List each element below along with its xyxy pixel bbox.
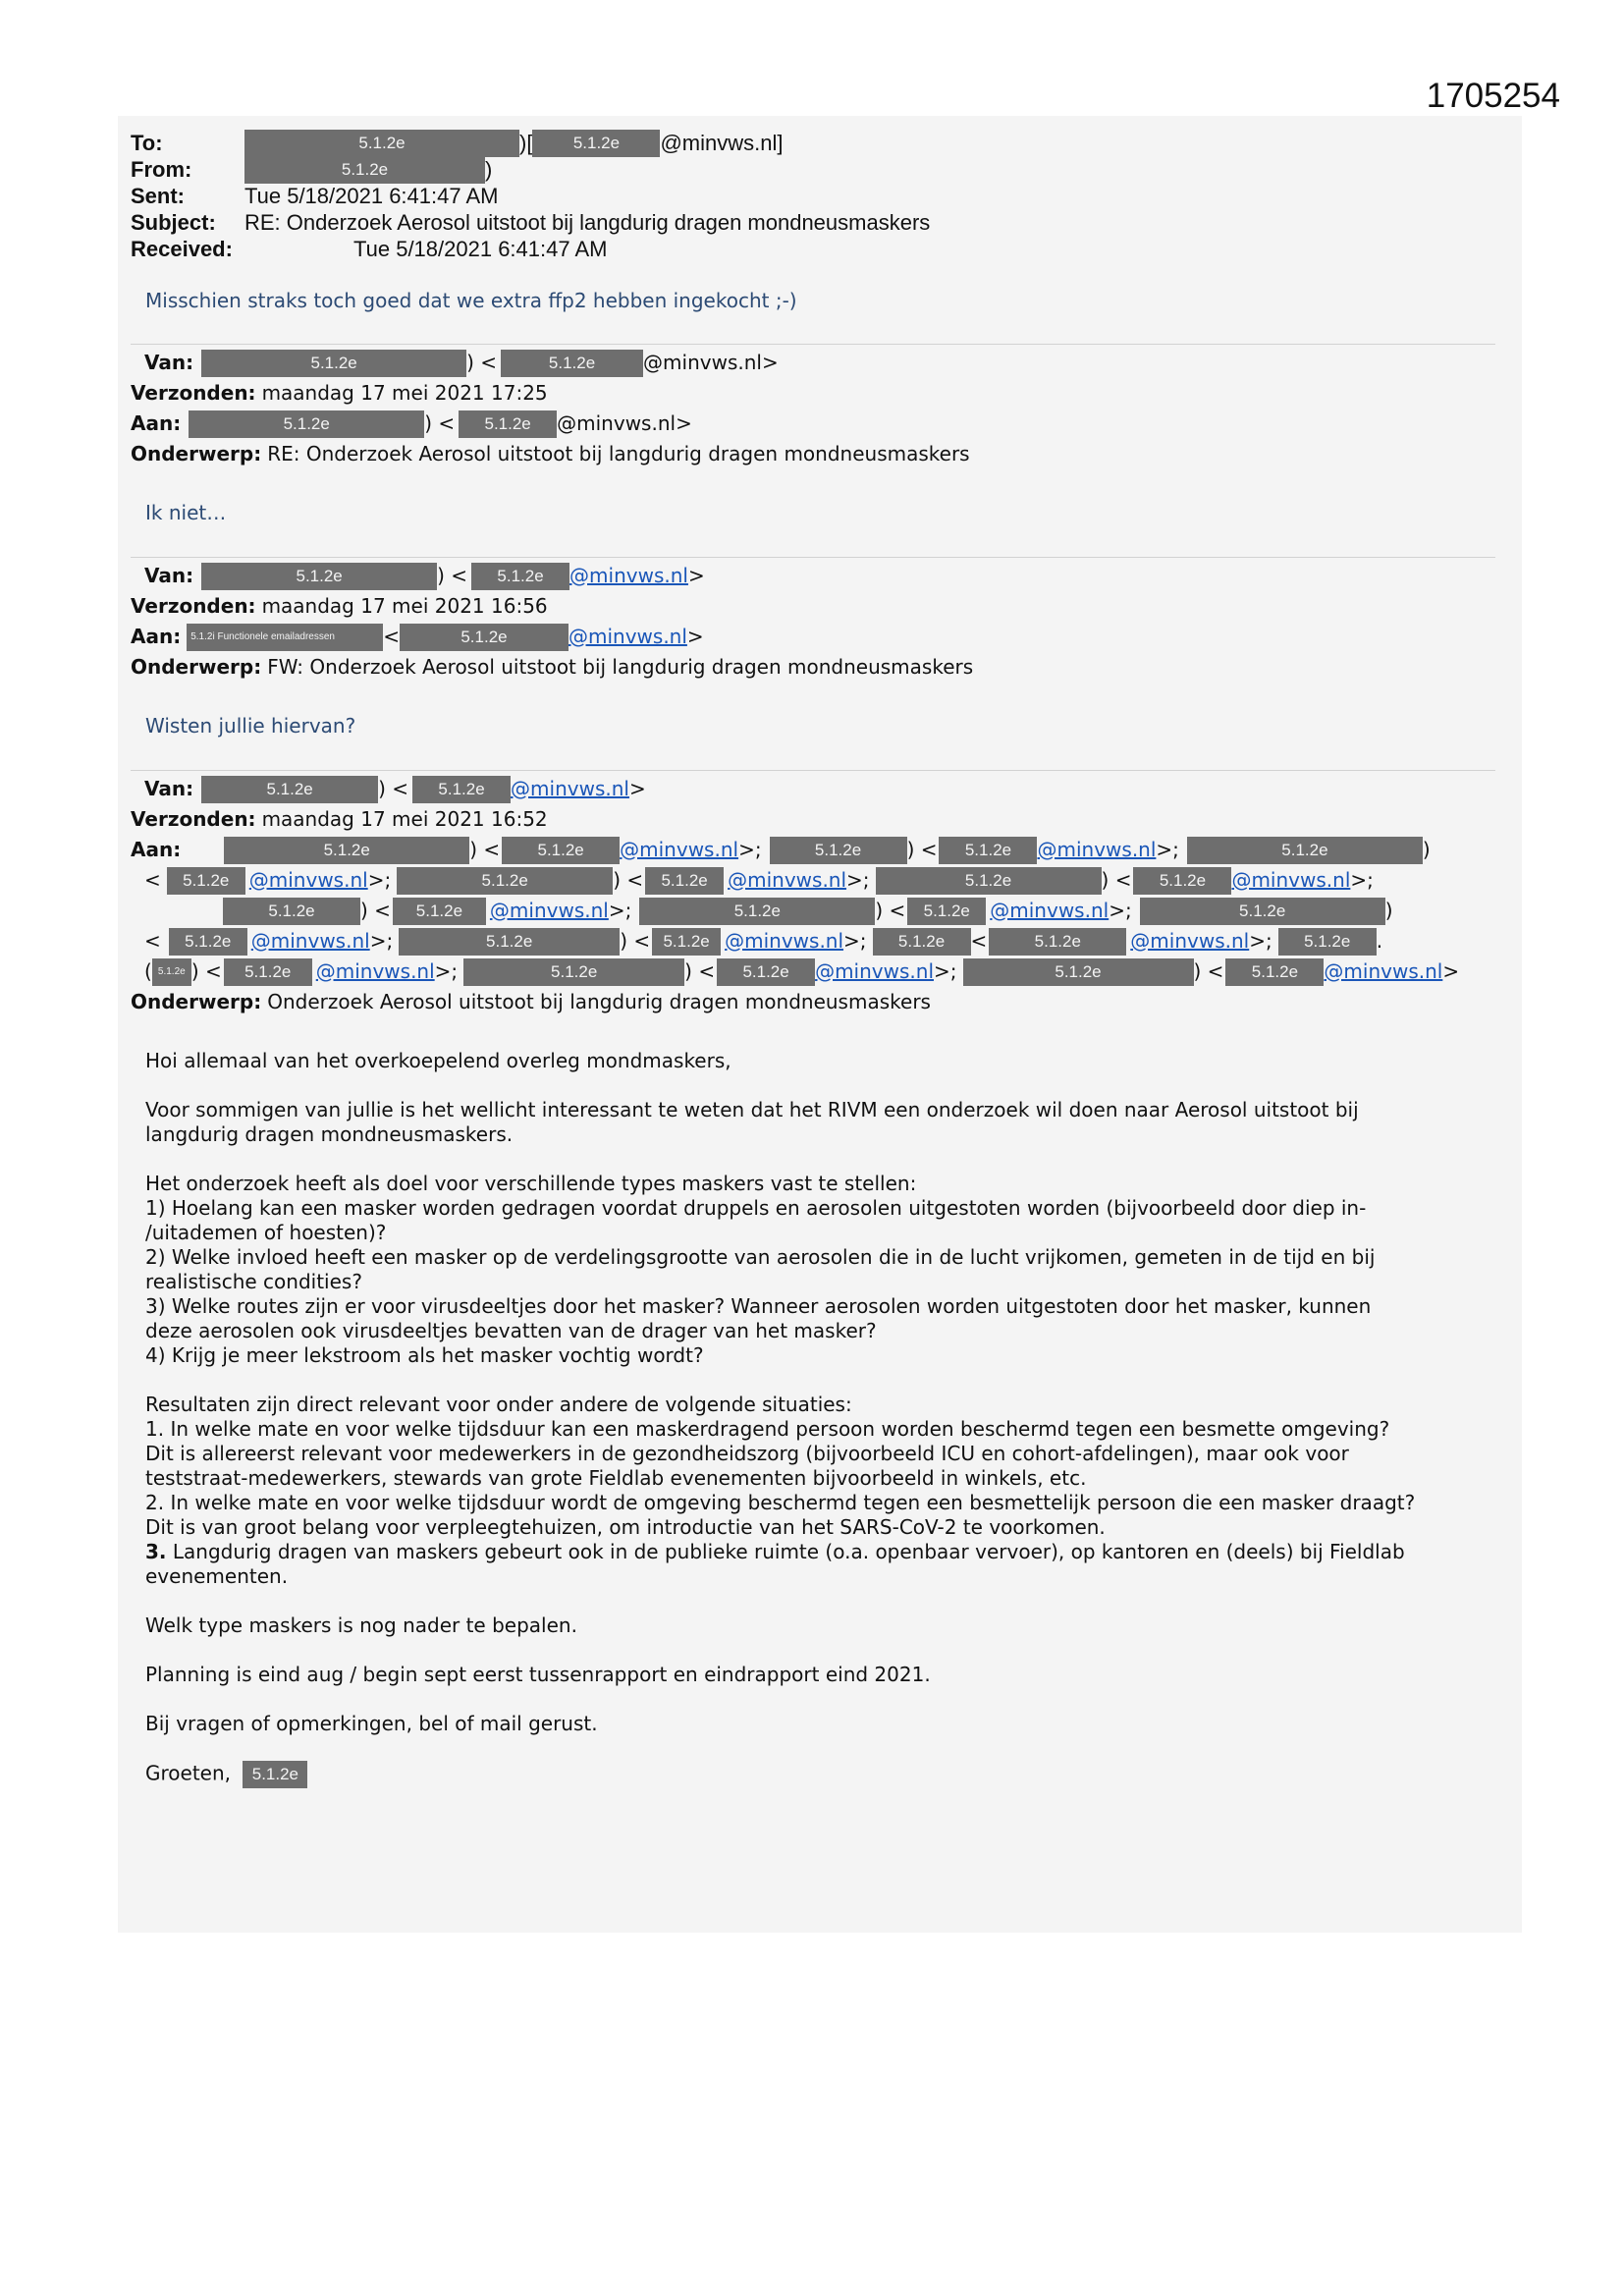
text-line: teststraat-medewerkers, stewards van grote Fieldlab evenementen bijvoorbeeld in winkels, etc. xyxy=(145,1466,1087,1490)
redaction: 5.1.2e xyxy=(639,898,875,925)
verzonden-value: maandag 17 mei 2021 16:52 xyxy=(261,807,548,831)
email-link[interactable]: @minvws.nl xyxy=(815,959,934,983)
redaction: 5.1.2e xyxy=(1133,867,1231,895)
redaction: 5.1.2e xyxy=(399,928,620,956)
bracket: < xyxy=(144,929,161,953)
message-header-2 xyxy=(131,561,973,683)
greeting: Hoi allemaal van het overkoepelend overleg mondmaskers, xyxy=(145,1049,731,1072)
types-paragraph: Welk type maskers is nog nader te bepalen. xyxy=(145,1613,577,1637)
text-line: langdurig dragen mondneusmaskers. xyxy=(145,1122,514,1146)
bracket: >; xyxy=(846,868,870,892)
aan-label: Aan: xyxy=(131,838,182,861)
from-row xyxy=(131,156,930,183)
redaction: 5.1.2e xyxy=(501,350,643,377)
text-line: evenementen. xyxy=(145,1564,289,1588)
redaction: 5.1.2e xyxy=(397,867,613,895)
bracket: > xyxy=(761,351,779,374)
result-3-text: Langdurig dragen van maskers gebeurt ook in de publieke ruimte (o.a. openbaar vervoer), op kantoren en (deels) bij Fieldlab xyxy=(166,1540,1405,1563)
onderwerp-label: Onderwerp: xyxy=(131,990,262,1013)
sent-value: Tue 5/18/2021 6:41:47 AM xyxy=(244,184,499,208)
text-line: 3) Welke routes zijn er voor virusdeeltjes door het masker? Wanneer aerosolen worden uitgestoten door het masker, kunnen xyxy=(145,1294,1372,1318)
closing xyxy=(145,1761,1500,1788)
email-link[interactable]: @minvws.nl xyxy=(1324,959,1443,983)
bracket: >; xyxy=(367,868,392,892)
bracket: > xyxy=(687,564,705,587)
text-line: realistische condities? xyxy=(145,1270,362,1293)
result-3-number: 3. xyxy=(145,1540,167,1563)
verzonden-value: maandag 17 mei 2021 17:25 xyxy=(261,381,548,405)
email-link[interactable]: @minvws.nl xyxy=(620,838,739,861)
email-domain: @minvws.nl xyxy=(643,351,762,374)
redaction: 5.1.2e xyxy=(532,130,660,157)
onderwerp-value: RE: Onderzoek Aerosol uitstoot bij langdurig dragen mondneusmaskers xyxy=(267,442,970,465)
received-row xyxy=(131,236,930,262)
intro-paragraph xyxy=(145,1098,1500,1147)
goals-title: Het onderzoek heeft als doel voor verschillende types maskers vast te stellen: xyxy=(145,1172,917,1195)
bracket: ) < xyxy=(190,959,222,983)
bracket: > xyxy=(1442,959,1460,983)
redaction: 5.1.2e xyxy=(201,776,378,803)
redaction-functional: 5.1.2i Functionele emailadressen xyxy=(187,624,383,651)
results-paragraph xyxy=(145,1393,1500,1589)
bracket: >; xyxy=(1109,899,1132,922)
reply-note-2: Ik niet… xyxy=(145,501,227,524)
redaction: 5.1.2e xyxy=(244,156,485,184)
van-row xyxy=(131,774,1459,804)
email-link[interactable]: @minvws.nl xyxy=(728,868,847,892)
bracket: > xyxy=(686,625,704,648)
bracket: > xyxy=(676,411,692,435)
van-label: Van: xyxy=(144,351,194,374)
document-id: 1705254 xyxy=(1426,77,1560,115)
onderwerp-value: Onderzoek Aerosol uitstoot bij langdurig dragen mondneusmaskers xyxy=(267,990,931,1013)
text-line: /uitademen of hoesten)? xyxy=(145,1221,387,1244)
email-link[interactable]: @minvws.nl xyxy=(568,625,687,648)
message-header-3 xyxy=(131,774,1459,1017)
received-label: Received: xyxy=(131,237,233,261)
redaction: 5.1.2e xyxy=(1140,898,1385,925)
redaction: 5.1.2e xyxy=(243,1761,307,1788)
redaction: 5.1.2e xyxy=(471,563,569,590)
email-body xyxy=(145,1049,1500,1813)
aan-row xyxy=(131,622,973,652)
email-link[interactable]: @minvws.nl xyxy=(1037,838,1157,861)
from-close: ) xyxy=(485,157,493,182)
planning-paragraph: Planning is eind aug / begin sept eerst tussenrapport en eindrapport eind 2021. xyxy=(145,1663,931,1686)
email-link[interactable]: @minvws.nl xyxy=(248,868,368,892)
email-domain: @minvws.nl xyxy=(557,411,677,435)
text-line: deze aerosolen ook virusdeeltjes bevatten van de drager van het masker? xyxy=(145,1319,877,1342)
onderwerp-row xyxy=(131,439,970,469)
email-link[interactable]: @minvws.nl xyxy=(569,564,688,587)
verzonden-row xyxy=(131,378,970,409)
text-line: 2) Welke invloed heeft een masker op de verdelingsgrootte van aerosolen die in de lucht vrijkomen, gemeten in de tijd en bij xyxy=(145,1245,1376,1269)
bracket: < xyxy=(970,929,988,953)
bracket: ) < xyxy=(469,838,501,861)
van-row xyxy=(131,561,973,591)
text-line: 4) Krijg je meer lekstroom als het masker vochtig wordt? xyxy=(145,1343,704,1367)
aan-row xyxy=(131,835,1459,865)
outer-email-header xyxy=(131,130,930,262)
subject-row xyxy=(131,209,930,236)
bracket: ) < xyxy=(378,777,409,800)
redaction: 5.1.2e xyxy=(502,837,620,864)
bracket: >; xyxy=(1156,838,1179,861)
bracket: ) xyxy=(1422,838,1431,861)
redaction: 5.1.2e xyxy=(393,898,486,925)
bracket: ) < xyxy=(466,351,498,374)
bracket: ) < xyxy=(437,564,468,587)
redaction: 5.1.2e xyxy=(463,958,684,986)
redaction: 5.1.2e xyxy=(1278,928,1377,956)
bracket: < xyxy=(144,868,161,892)
text-line xyxy=(145,1540,1500,1564)
email-link[interactable]: @minvws.nl xyxy=(1231,868,1351,892)
redaction: 5.1.2e xyxy=(876,867,1102,895)
bracket: . xyxy=(1376,929,1383,953)
email-link[interactable]: @minvws.nl xyxy=(990,899,1110,922)
bracket: ) < xyxy=(684,959,716,983)
bracket: ) < xyxy=(424,411,456,435)
to-domain: @minvws.nl] xyxy=(660,131,784,155)
redaction: 5.1.2e xyxy=(201,350,466,377)
email-link[interactable]: @minvws.nl xyxy=(250,929,370,953)
bracket: >; xyxy=(934,959,957,983)
redaction: 5.1.2e xyxy=(939,837,1037,864)
redaction: 5.1.2e xyxy=(459,410,557,438)
separator xyxy=(131,557,1495,558)
onderwerp-label: Onderwerp: xyxy=(131,442,262,465)
from-label: From: xyxy=(131,157,192,182)
received-value: Tue 5/18/2021 6:41:47 AM xyxy=(353,237,608,261)
onderwerp-value: FW: Onderzoek Aerosol uitstoot bij langdurig dragen mondneusmaskers xyxy=(267,655,974,679)
aan-continuation xyxy=(131,896,1459,926)
email-link[interactable]: @minvws.nl xyxy=(725,929,844,953)
bracket: ) < xyxy=(1193,959,1224,983)
redaction: 5.1.2e xyxy=(201,563,437,590)
text-line: 2. In welke mate en voor welke tijdsduur wordt de omgeving beschermd tegen een besmettelijk persoon die een masker draagt? xyxy=(145,1491,1416,1514)
email-link[interactable]: @minvws.nl xyxy=(315,959,435,983)
bracket: >; xyxy=(1249,929,1272,953)
bracket: ) < xyxy=(620,929,651,953)
redaction: 5.1.2e xyxy=(169,928,247,956)
separator xyxy=(131,344,1495,345)
to-row xyxy=(131,130,930,156)
bracket: >; xyxy=(434,959,459,983)
verzonden-label: Verzonden: xyxy=(131,381,256,405)
text-line: Dit is allereerst relevant voor medewerkers in de gezondheidszorg (bijvoorbeeld ICU en cohort-afdelingen), maar ook voor xyxy=(145,1442,1349,1465)
bracket: >; xyxy=(843,929,867,953)
redaction: 5.1.2e xyxy=(717,958,815,986)
goals-paragraph xyxy=(145,1172,1500,1368)
to-label: To: xyxy=(131,131,163,155)
results-title: Resultaten zijn direct relevant voor onder andere de volgende situaties: xyxy=(145,1393,852,1416)
bracket: >; xyxy=(369,929,394,953)
reply-note-3: Wisten jullie hiervan? xyxy=(145,714,356,738)
email-link[interactable]: @minvws.nl xyxy=(1130,929,1250,953)
redaction: 5.1.2e xyxy=(152,958,191,986)
redaction: 5.1.2e xyxy=(189,410,424,438)
onderwerp-label: Onderwerp: xyxy=(131,655,262,679)
redaction: 5.1.2e xyxy=(1187,837,1423,864)
redaction: 5.1.2e xyxy=(963,958,1194,986)
text-line: Dit is van groot belang voor verpleegtehuizen, om introductie van het SARS-CoV-2 te voorkomen. xyxy=(145,1515,1106,1539)
verzonden-label: Verzonden: xyxy=(131,807,256,831)
redaction: 5.1.2e xyxy=(244,130,519,157)
sent-row xyxy=(131,183,930,209)
van-row xyxy=(131,348,970,378)
verzonden-label: Verzonden: xyxy=(131,594,256,618)
bracket: > xyxy=(628,777,646,800)
text-line: Voor sommigen van jullie is het wellicht interessant te weten dat het RIVM een onderzoek wil doen naar Aerosol uitstoot bij xyxy=(145,1098,1359,1121)
subject-value: RE: Onderzoek Aerosol uitstoot bij langdurig dragen mondneusmaskers xyxy=(244,210,931,235)
bracket: >; xyxy=(1350,868,1374,892)
bracket: ) < xyxy=(906,838,938,861)
email-link[interactable]: @minvws.nl xyxy=(511,777,629,800)
subject-label: Subject: xyxy=(131,210,216,235)
text-line: 1. In welke mate en voor welke tijdsduur kan een maskerdragend persoon worden beschermd tegen een besmette omgeving? xyxy=(145,1417,1390,1441)
bracket: ) < xyxy=(613,868,644,892)
redaction: 5.1.2e xyxy=(989,928,1126,956)
text-line: 1) Hoelang kan een masker worden gedragen voordat druppels en aerosolen uitgestoten worden (bijvoorbeeld door diep in- xyxy=(145,1196,1367,1220)
bracket: ) < xyxy=(1101,868,1132,892)
bracket: ( xyxy=(144,959,152,983)
aan-row xyxy=(131,409,970,439)
separator xyxy=(131,770,1495,771)
verzonden-row xyxy=(131,591,973,622)
redaction: 5.1.2e xyxy=(645,867,724,895)
verzonden-value: maandag 17 mei 2021 16:56 xyxy=(261,594,548,618)
redaction: 5.1.2e xyxy=(873,928,971,956)
van-label: Van: xyxy=(144,777,194,800)
onderwerp-row xyxy=(131,652,973,683)
redaction: 5.1.2e xyxy=(167,867,245,895)
redaction: 5.1.2e xyxy=(223,898,360,925)
aan-continuation xyxy=(131,865,1459,896)
bracket: >; xyxy=(608,899,632,922)
aan-label: Aan: xyxy=(131,625,182,648)
email-link[interactable]: @minvws.nl xyxy=(489,899,609,922)
bracket: ) xyxy=(1384,899,1393,922)
to-separator: )[ xyxy=(519,131,533,155)
closing-text: Groeten, xyxy=(145,1761,232,1785)
message-header-1 xyxy=(131,348,970,469)
redaction: 5.1.2e xyxy=(400,624,568,651)
redaction: 5.1.2e xyxy=(224,958,312,986)
redaction: 5.1.2e xyxy=(412,776,511,803)
redaction: 5.1.2e xyxy=(907,898,986,925)
aan-continuation xyxy=(131,926,1459,957)
aan-continuation xyxy=(131,957,1459,987)
verzonden-row xyxy=(131,804,1459,835)
aan-label: Aan: xyxy=(131,411,182,435)
bracket: >; xyxy=(738,838,762,861)
redaction: 5.1.2e xyxy=(652,928,721,956)
sent-label: Sent: xyxy=(131,184,185,208)
onderwerp-row xyxy=(131,987,1459,1017)
bracket: ) < xyxy=(875,899,906,922)
redaction: 5.1.2e xyxy=(224,837,469,864)
bracket: ) < xyxy=(360,899,391,922)
van-label: Van: xyxy=(144,564,194,587)
redaction: 5.1.2e xyxy=(1225,958,1324,986)
bracket: < xyxy=(383,625,400,648)
reply-note-1: Misschien straks toch goed dat we extra ffp2 hebben ingekocht ;-) xyxy=(145,289,797,312)
redaction: 5.1.2e xyxy=(770,837,907,864)
questions-paragraph: Bij vragen of opmerkingen, bel of mail gerust. xyxy=(145,1712,598,1735)
